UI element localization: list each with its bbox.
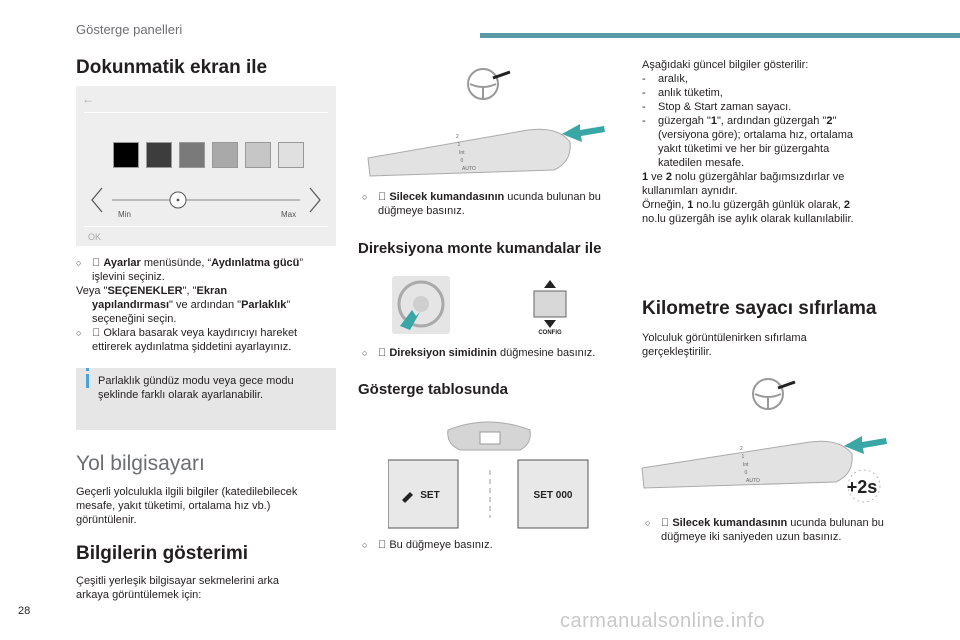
stalk-position-mark: AUTO: [462, 166, 476, 172]
up-arrow-icon: [544, 280, 556, 288]
chevron-right-icon: [310, 188, 320, 212]
divider: [84, 112, 328, 113]
svg-text:SET 000: SET 000: [533, 490, 573, 501]
seconds-badge: +2s: [846, 477, 878, 497]
info-box: Parlaklık gündüz modu veya gece modu şeklinde farklı olarak ayarlanabilir.: [76, 368, 336, 430]
page-number: 28: [18, 605, 31, 617]
bullet-icon: ○: [362, 348, 368, 358]
stalk-position-mark: 2: [740, 446, 743, 452]
press-arrow-icon: [562, 124, 605, 142]
wiper-stalk-illustration: [358, 62, 608, 180]
display-description: Çeşitli yerleşik bilgisayar sekmelerini arka arkaya görüntülemek için:: [76, 575, 279, 601]
brightness-swatch-6: [278, 142, 304, 168]
list-item: - aralık,: [642, 73, 688, 85]
section-title-display: Bilgilerin gösterimi: [76, 543, 249, 564]
press-arrow-icon: [844, 436, 887, 454]
section-title-touch: Dokunmatik ekran ile: [76, 57, 268, 78]
brightness-slider: [76, 182, 336, 222]
stalk-reset-instruction: ○ Silecek kumandasının ucunda bulunan bu düğmeye iki saniyeden uzun basınız.: [645, 517, 884, 543]
watermark: carmanualsonline.info: [560, 610, 766, 632]
dash-instruction: ○ Bu düğmeye basınız.: [362, 539, 493, 551]
bullet-icon: ○: [76, 328, 82, 338]
back-arrow-icon: ←: [82, 92, 94, 106]
wiper-stalk-reset-illustration: [640, 372, 890, 504]
stalk-position-mark: Int: [459, 150, 465, 156]
bullet-icon: ○: [76, 258, 82, 268]
stalk-position-mark: AUTO: [746, 478, 760, 484]
brightness-swatch-2: [146, 142, 172, 168]
list-item: - anlık tüketim,: [642, 87, 723, 99]
brightness-swatch-1: [113, 142, 139, 168]
brightness-swatch-4: [212, 142, 238, 168]
instruction-2: ○ Oklara basarak veya kaydırıcıyı hareket: [76, 327, 298, 339]
instruction-1: ○ Ayarlar menüsünde, “Aydınlatma gücü”: [76, 257, 304, 269]
trip-description: Geçerli yolculukla ilgili bilgiler (katedilebilecek mesafe, yakıt tüketimi, ortalama hız vb.) görüntülenir.: [76, 486, 298, 526]
bullet-icon: ○: [645, 518, 651, 528]
touch-instructions: ○ Ayarlar menüsünde, “Aydınlatma gücü” işlevini seçiniz. Veya "SEÇENEKLER", "Ekran yapılandırması" ve ardından "Parlaklık" seçeneğini seçin. ○ Oklara basarak veya kaydırıcıyı hareket ettirerek aydınlatma şiddetini ayarlayınız.: [76, 256, 346, 354]
list-item: - Stop & Start zaman sayacı.: [642, 101, 792, 113]
wheel-instruction: ○ Direksiyon simidinin düğmesine basınız.: [362, 347, 596, 359]
down-arrow-icon: [544, 320, 556, 328]
stalk-position-mark: 0: [744, 470, 748, 476]
brightness-swatch-3: [179, 142, 205, 168]
slider-max-label: Max: [281, 210, 297, 219]
ok-label: OK: [88, 232, 102, 242]
config-label: CONFIG: [538, 330, 562, 336]
stalk-position-mark: 2: [456, 134, 459, 140]
brightness-screen-illustration: [76, 86, 336, 246]
brightness-swatch-5: [245, 142, 271, 168]
instrument-panel-illustration: [388, 414, 592, 534]
info-icon: [86, 374, 89, 388]
instruction-veya: Veya "SEÇENEKLER", "Ekran: [76, 285, 228, 297]
config-button: [534, 291, 566, 317]
list-item: - güzergah "1", ardından güzergah "2": [642, 115, 837, 127]
section-title-dash: Gösterge tablosunda: [358, 381, 509, 398]
header-accent-bar: [480, 33, 960, 38]
slider-min-label: Min: [118, 210, 131, 219]
chevron-left-icon: [92, 188, 102, 212]
section-title-wheel: Direksiyona monte kumandalar ile: [358, 240, 602, 257]
stalk-instruction: ○ Silecek kumandasının ucunda bulunan bu düğmeye basınız.: [362, 191, 601, 217]
stalk-position-mark: 1: [457, 142, 461, 148]
stalk-position-mark: 0: [460, 158, 464, 164]
stalk-position-mark: Int: [743, 462, 749, 468]
trip-info-list: Aşağıdaki güncel bilgiler gösterilir: - aralık, - anlık tüketim, - Stop & Start zaman sayacı. - güzergah "1", ardından güzergah "2" (versiyona göre); ortalama hız, ortalama yakıt tüketimi ve her bir güzergahta katedilen mesafe. 1 ve 2 nolu güzergâhlar bağımsızdırlar ve kullanımları aynıdır. Örneğin, 1 no.lu güzergâh günlük olarak, 2 no.lu güzergâh ise aylık olarak kullanılabilir.: [642, 58, 910, 226]
svg-text:SET: SET: [420, 490, 440, 501]
running-header: Gösterge panelleri: [76, 22, 183, 37]
section-title-trip: Yol bilgisayarı: [76, 452, 205, 475]
wheel-controls-illustration: [392, 276, 572, 336]
bullet-icon: ○: [362, 540, 368, 550]
reset-description: Yolculuk görüntülenirken sıfırlama gerçekleştirilir.: [642, 332, 807, 358]
stalk-position-mark: 1: [741, 454, 745, 460]
section-title-reset: Kilometre sayacı sıfırlama: [642, 298, 877, 319]
bullet-icon: ○: [362, 192, 368, 202]
